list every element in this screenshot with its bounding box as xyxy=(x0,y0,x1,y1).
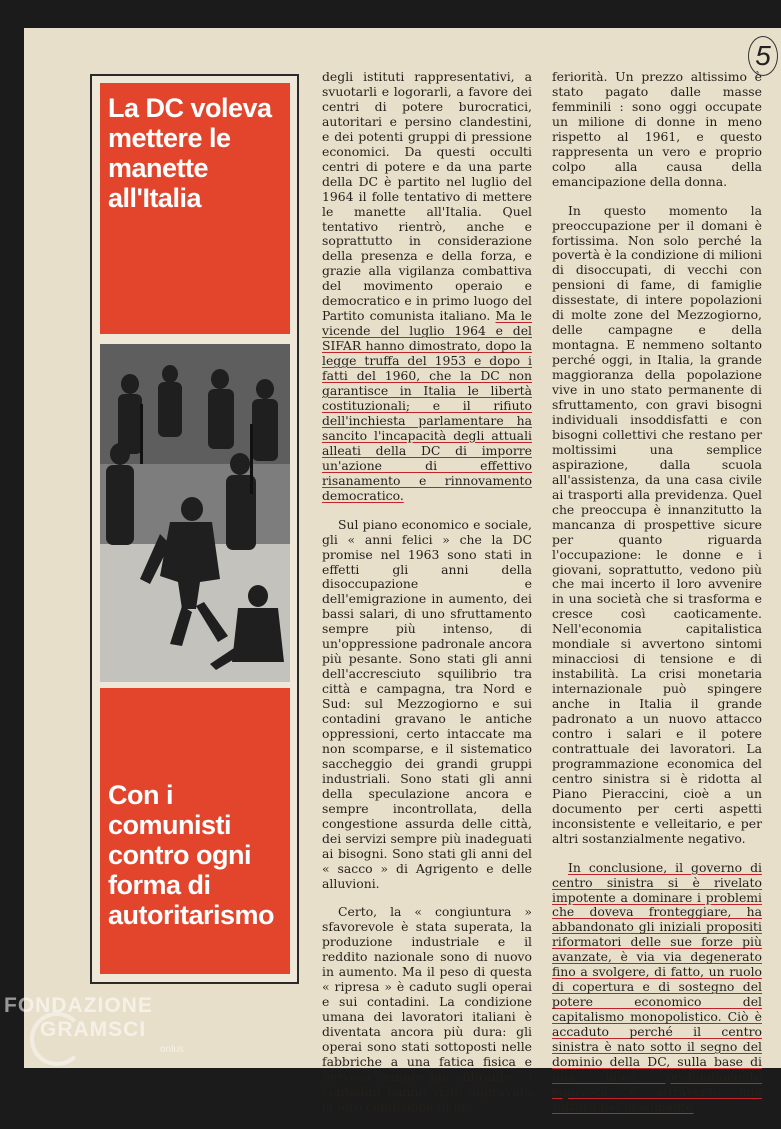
bottom-headline-box xyxy=(100,688,290,974)
col1-paragraph-3: Certo, la « congiuntura » sfavorevole è stata superata, la produzione industriale e il reddito nazionale sono di nuovo in aumento. Ma il peso di questa « ripresa » è caduto sugli operai e sui contadini. La condizione umana dei lavoratori italiani è diventata ancora più dura: gli operai sono stati sottoposti nelle fabbriche a una fatica fisica e nervosa sempre più sfibrante ; i contadini hanno visto aggravata la loro condizione di in- xyxy=(322,904,532,1114)
col1-paragraph-2: Sul piano economico e sociale, gli « anni felici » che la DC promise nel 1963 sono stati in effetti gli anni della disoccupazione e dell'emigrazione in aumento, dei bassi salari, di uno sfruttamento sempre più intenso, di un'oppressione padronale ancora più pesante. Sono stati gli anni dell'accresciuto squilibrio tra città e campagna, tra Nord e Sud: sul Mezzogiorno e sui contadini gravano le antiche oppressioni, certo intaccate ma non scomparse, e il sistematico saccheggio dei grandi gruppi industriali. Sono stati gli anni della speculazione ancora e sempre incontrollata, della congestione assurda delle città, dei servizi sempre più inadeguati ai bisogni. Sono stati gli anni del « sacco » di Agrigento e delle alluvioni. xyxy=(322,516,532,891)
col1-underlined-passage: Ma le vicende del luglio 1964 e del SIFAR hanno dimostrato, dopo la legge truffa del 1953 e dopo i fatti del 1960, che la DC non garantisce in Italia le libertà costituzionali; e il rifiuto dell'inchiesta parlamentare ha sancito l'incapacità degli attuali alleati della DC di imporre un'azione di effettivo risanamento e rinnovamento democratico. xyxy=(322,308,532,503)
top-headline: La DC voleva mettere le manette all'Italia xyxy=(108,93,272,213)
left-panel xyxy=(90,74,299,984)
page-number-text: 5 xyxy=(748,36,778,76)
watermark-suffix: onlus xyxy=(160,1044,184,1055)
col2-paragraph-2: In questo momento la preoccupazione per il domani è fortissima. Non solo perché la povertà è la condizione di milioni di disoccupati, di vecchi con pensioni di fame, di famiglie dissestate, di intere popolazioni di molte zone del Mezzogiorno, delle campagne e della montagna. E nemmeno soltanto perché oggi, in Italia, la grande maggioranza della popolazione vive in uno stato permanente di sfruttamento, con gravi bisogni individuali insoddisfatti e con bisogni collettivi che restano per moltissimi una semplice aspirazione, dalla scuola all'assistenza, da una casa civile ai trasporti alla previdenza. Quel che preoccupa è innanzitutto la mancanza di prospettive sicure per quanto riguarda l'occupazione: le donne e i giovani, soprattutto, vedono più che mai incerto il loro avvenire in una società che si trasforma e cresce così caoticamente. Nell'economia capitalistica mondiale si avvertono sintomi minacciosi di tensione e di instabilità. La crisi monetaria internazionale può spingere anche in Italia il grande padronato a un nuovo attacco contro i salari e il potere contrattuale dei lavoratori. La programmazione economica del centro sinistra si è ridotta al Piano Pieraccini, cioè a un documento per certi aspetti inconsistente e velleitario, e per altri sostanzialmente negativo. xyxy=(552,202,762,846)
fondazione-gramsci-watermark xyxy=(4,994,204,1074)
text-column-2 xyxy=(552,70,762,1129)
march-photo xyxy=(100,344,290,682)
soldiers-running-illustration xyxy=(100,344,290,682)
col2-paragraph-1: feriorità. Un prezzo altissimo è stato pagato dalle masse femminili : sono oggi occupate un milione di donne in meno rispetto al 1961, e questo rappresenta un vero e proprio colpo alla causa della emancipazione della donna. xyxy=(552,69,762,189)
text-column-1 xyxy=(322,70,532,1129)
bottom-headline: Con i comunisti contro ogni forma di autoritarismo xyxy=(108,780,275,930)
col1-paragraph-1-text: degli istituti rappresentativi, a svuotarli e logorarli, a favore dei centri di potere burocratici, autoritari e persino clandestini, e dei potenti gruppi di pressione economici. Da questi occulti centri di potere e da una parte della DC è partito nel luglio del 1964 il folle tentativo di mettere le manette all'Italia. Quel tentativo rientrò, anche e soprattutto in considerazione della presenza e della forza, e grazie alla vigilanza combattiva del movimento operaio e democratico e in primo luogo del Partito comunista italiano. xyxy=(322,69,532,324)
watermark-line-2: GRAMSCI xyxy=(40,1018,147,1041)
watermark-line-1: FONDAZIONE xyxy=(4,994,153,1017)
top-headline-box xyxy=(100,83,290,334)
col1-paragraph-1 xyxy=(322,70,532,504)
col2-underlined-paragraph-3: In conclusione, il governo di centro sinistra si è rivelato impotente a dominare i problemi che doveva fronteggiare, ha abbandonato gli iniziali propositi riformatori delle sue forze più avanzate, è via via degenerato fino a svolgere, di fatto, un ruolo di copertura e di sostegno del potere economico del capitalismo monopolistico. Ciò è accaduto perché il centro sinistra è nato sotto il segno del dominio della DC, sulla base di una linea profondamente equivoca, e attraverso una rottura nel movimento xyxy=(552,859,762,1114)
